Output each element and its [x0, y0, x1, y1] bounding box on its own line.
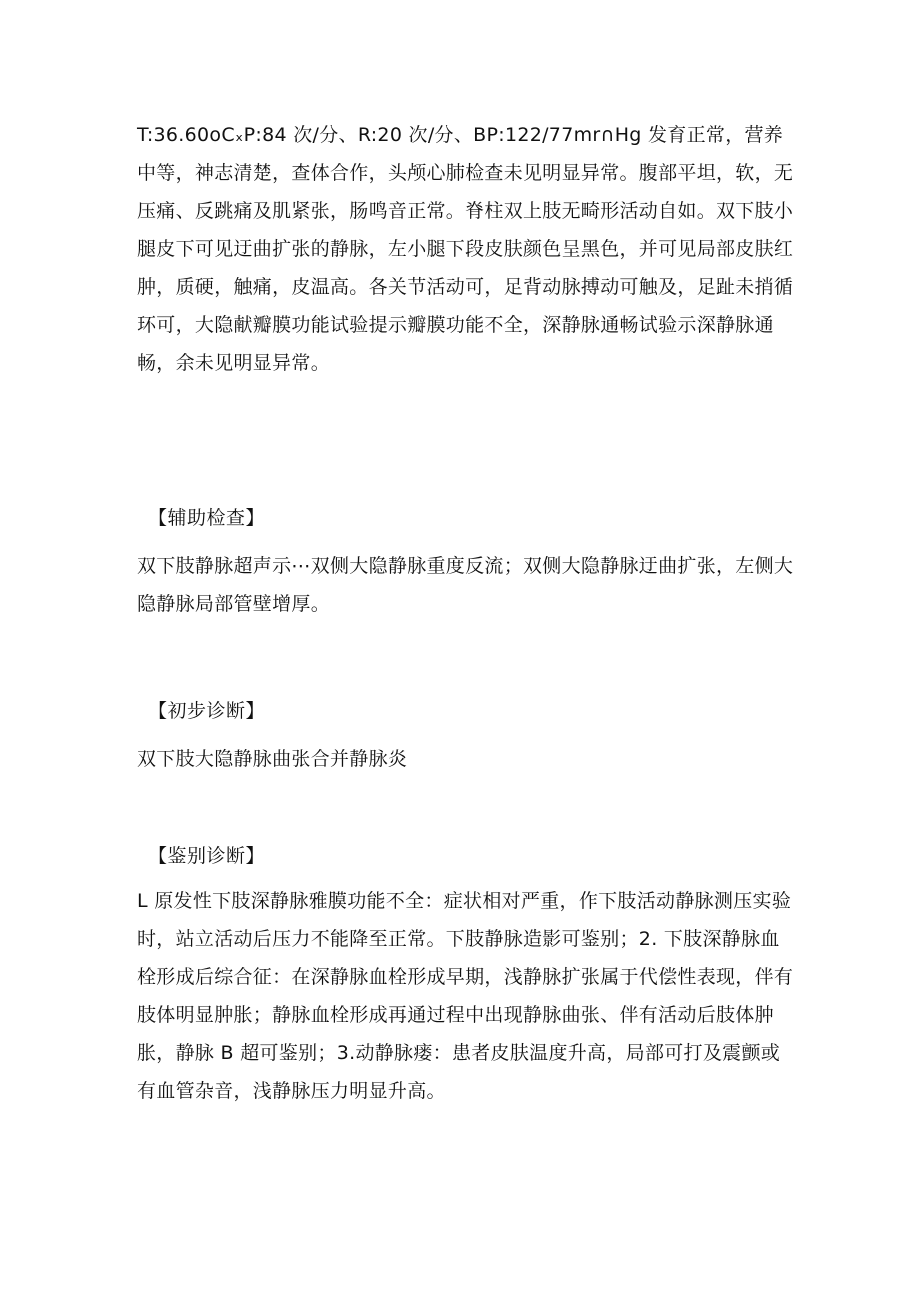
physical-exam-paragraph: T:36.60oCₓP:84 次/分、R:20 次/分、BP:122/77mr∩Hg 发育正常，营养中等，神志清楚，查体合作，头颅心肺检查未见明显异常。腹部平坦，软，无压痛、反跳痛及肌紧张，肠鸣音正常。脊柱双上肢无畸形活动自如。双下肢小腿皮下可见迂曲扩张的静脉，左小腿下段皮肤颜色呈黑色，并可见局部皮肤红肿，质硬，触痛，皮温高。各关节活动可，足背动脉搏动可触及，足趾未捎循环可，大隐献瓣膜功能试验提示瓣膜功能不全，深静脉通畅试验示深静脉通畅，余未见明显异常。 [137, 124, 794, 374]
differential-diagnosis-body: L 原发性下肢深静脉雅膜功能不全：症状相对严重，作下肢活动静脉测压实验时，站立活动后压力不能降至正常。下肢静脉造影可鉴别；2. 下肢深静脉血栓形成后综合征：在深静脉血栓形成早期，浅静脉扩张属于代偿性表现，伴有肢体明显肿胀；静脉血栓形成再通过程中出现静脉曲张、伴有活动后肢体肿胀，静脉 B 超可鉴别；3.动静脉瘘：患者皮肤温度升高，局部可打及震颤或有血管杂音，浅静脉压力明显升高。 [137, 890, 794, 1102]
differential-diagnosis-heading: 【鉴别诊断】 [148, 845, 266, 867]
prelim-diagnosis-heading: 【初步诊断】 [148, 700, 266, 722]
aux-exam-heading: 【辅助检查】 [148, 507, 266, 529]
prelim-diagnosis-body: 双下肢大隐静脉曲张合并静脉炎 [137, 748, 408, 770]
aux-exam-body: 双下肢静脉超声示⋯双侧大隐静脉重度反流；双侧大隐静脉迂曲扩张，左侧大隐静脉局部管壁增厚。 [137, 555, 794, 615]
